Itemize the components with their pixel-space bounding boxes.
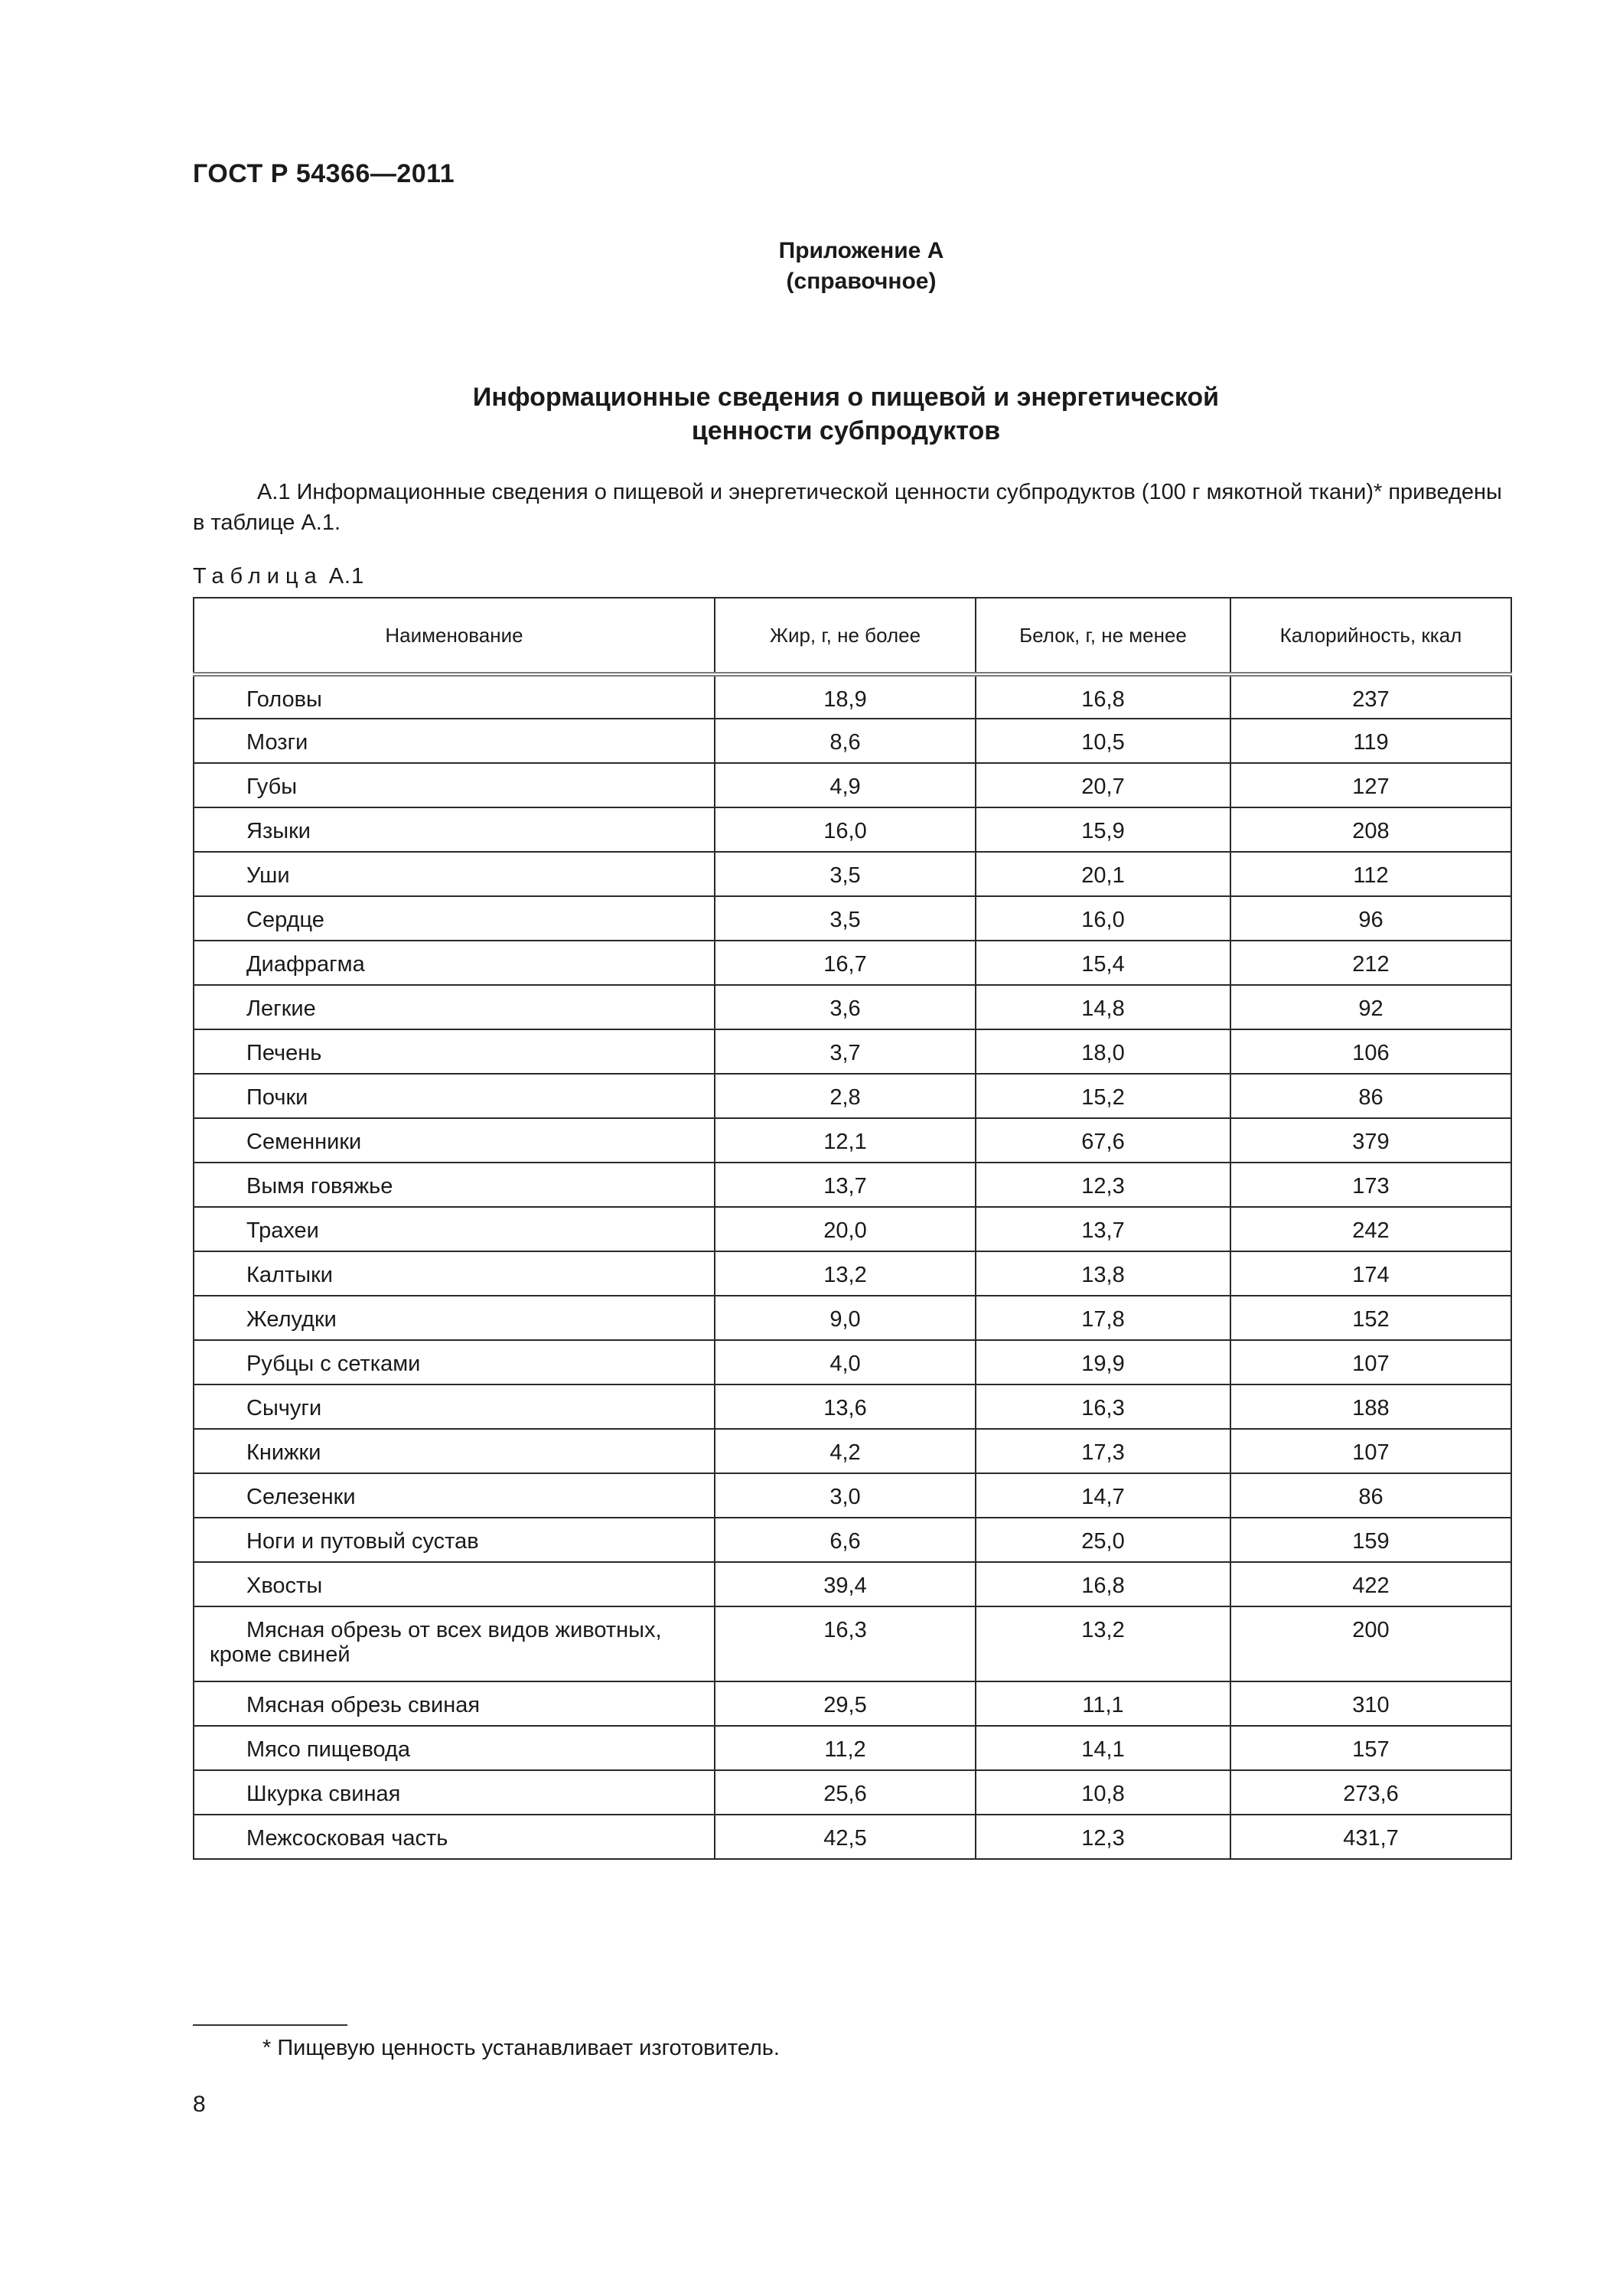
cell-calories: 112 (1230, 852, 1511, 896)
table-row (194, 985, 1511, 1029)
table-row (194, 1207, 1511, 1251)
cell-protein: 16,3 (976, 1384, 1230, 1429)
cell-name: Желудки (194, 1296, 715, 1340)
intro-paragraph: А.1 Информационные сведения о пищевой и энергетической ценности субпродуктов (100 г мякотной ткани)* приведены в таблице А.1. (193, 480, 1502, 535)
header-calories: Калорийность, ккал (1230, 598, 1511, 674)
cell-protein: 20,1 (976, 852, 1230, 896)
cell-calories: 242 (1230, 1207, 1511, 1251)
cell-protein: 14,7 (976, 1473, 1230, 1518)
cell-protein: 13,2 (976, 1606, 1230, 1681)
section-title-line-1: Информационные сведения о пищевой и энергетической (472, 383, 1220, 412)
cell-name: Семенники (194, 1118, 715, 1163)
cell-name: Почки (194, 1074, 715, 1118)
cell-name: Мясо пищевода (194, 1726, 715, 1770)
table-row (194, 763, 1511, 807)
page-number: 8 (193, 2092, 206, 2117)
cell-calories: 106 (1230, 1029, 1511, 1074)
footnote: * Пищевую ценность устанавливает изготовитель. (262, 2036, 780, 2060)
cell-protein: 10,5 (976, 719, 1230, 763)
cell-name: Диафрагма (194, 941, 715, 985)
table-caption (193, 564, 364, 589)
cell-calories: 92 (1230, 985, 1511, 1029)
cell-calories: 173 (1230, 1163, 1511, 1207)
cell-calories: 212 (1230, 941, 1511, 985)
cell-calories: 157 (1230, 1726, 1511, 1770)
cell-name: Печень (194, 1029, 715, 1074)
cell-fat: 8,6 (715, 719, 976, 763)
cell-name: Легкие (194, 985, 715, 1029)
cell-protein: 15,4 (976, 941, 1230, 985)
appendix-heading (0, 236, 1623, 297)
cell-protein: 14,8 (976, 985, 1230, 1029)
cell-name: Калтыки (194, 1251, 715, 1296)
cell-name: Ноги и путовый сустав (194, 1518, 715, 1562)
cell-protein: 17,3 (976, 1429, 1230, 1473)
header-protein: Белок, г, не менее (976, 598, 1230, 674)
table-row (194, 719, 1511, 763)
cell-calories: 379 (1230, 1118, 1511, 1163)
cell-protein: 14,1 (976, 1726, 1230, 1770)
table-row (194, 1770, 1511, 1815)
cell-protein: 12,3 (976, 1815, 1230, 1859)
cell-fat: 4,9 (715, 763, 976, 807)
table-row (194, 1815, 1511, 1859)
cell-protein: 15,9 (976, 807, 1230, 852)
cell-calories: 174 (1230, 1251, 1511, 1296)
cell-name: Языки (194, 807, 715, 852)
cell-protein: 10,8 (976, 1770, 1230, 1815)
appendix-subtitle: (справочное) (786, 269, 937, 294)
cell-fat: 16,7 (715, 941, 976, 985)
cell-name: Мясная обрезь свиная (194, 1681, 715, 1726)
cell-fat: 25,6 (715, 1770, 976, 1815)
cell-fat: 12,1 (715, 1118, 976, 1163)
cell-name: Трахеи (194, 1207, 715, 1251)
cell-fat: 13,2 (715, 1251, 976, 1296)
cell-calories: 152 (1230, 1296, 1511, 1340)
table-header-row (194, 598, 1511, 674)
table-row (194, 674, 1511, 719)
cell-fat: 2,8 (715, 1074, 976, 1118)
cell-fat: 4,0 (715, 1340, 976, 1384)
cell-fat: 11,2 (715, 1726, 976, 1770)
table-row (194, 1518, 1511, 1562)
cell-protein: 18,0 (976, 1029, 1230, 1074)
cell-fat: 20,0 (715, 1207, 976, 1251)
cell-fat: 13,7 (715, 1163, 976, 1207)
cell-name: Мозги (194, 719, 715, 763)
cell-name: Уши (194, 852, 715, 896)
cell-name: Вымя говяжье (194, 1163, 715, 1207)
cell-name: Головы (194, 674, 715, 719)
table-body (194, 674, 1511, 1859)
cell-calories: 159 (1230, 1518, 1511, 1562)
cell-fat: 39,4 (715, 1562, 976, 1606)
section-title-line-2: ценности субпродуктов (691, 416, 1001, 445)
cell-name: Хвосты (194, 1562, 715, 1606)
appendix-title: Приложение А (778, 238, 944, 263)
cell-calories: 237 (1230, 674, 1511, 719)
cell-protein: 16,8 (976, 1562, 1230, 1606)
cell-calories: 208 (1230, 807, 1511, 852)
cell-name: Рубцы с сетками (194, 1340, 715, 1384)
cell-name: Сычуги (194, 1384, 715, 1429)
cell-fat: 18,9 (715, 674, 976, 719)
table-row (194, 1251, 1511, 1296)
cell-protein: 15,2 (976, 1074, 1230, 1118)
cell-fat: 13,6 (715, 1384, 976, 1429)
table-row (194, 852, 1511, 896)
cell-fat: 9,0 (715, 1296, 976, 1340)
cell-name: Межсосковая часть (194, 1815, 715, 1859)
cell-calories: 96 (1230, 896, 1511, 941)
cell-fat: 3,0 (715, 1473, 976, 1518)
nutrition-table (193, 597, 1512, 1860)
cell-protein: 20,7 (976, 763, 1230, 807)
section-title (0, 380, 1623, 448)
table-row (194, 896, 1511, 941)
cell-protein: 11,1 (976, 1681, 1230, 1726)
cell-name: Губы (194, 763, 715, 807)
cell-calories: 188 (1230, 1384, 1511, 1429)
cell-calories: 200 (1230, 1606, 1511, 1681)
cell-fat: 16,0 (715, 807, 976, 852)
cell-protein: 25,0 (976, 1518, 1230, 1562)
table-row (194, 1726, 1511, 1770)
table-row (194, 941, 1511, 985)
cell-calories: 422 (1230, 1562, 1511, 1606)
table-row (194, 1562, 1511, 1606)
table-caption-number: А.1 (328, 564, 365, 589)
table-row (194, 1074, 1511, 1118)
cell-protein: 13,7 (976, 1207, 1230, 1251)
cell-calories: 107 (1230, 1429, 1511, 1473)
cell-protein: 13,8 (976, 1251, 1230, 1296)
cell-protein: 16,8 (976, 674, 1230, 719)
cell-fat: 16,3 (715, 1606, 976, 1681)
header-name: Наименование (194, 598, 715, 674)
cell-fat: 4,2 (715, 1429, 976, 1473)
cell-calories: 119 (1230, 719, 1511, 763)
cell-fat: 3,7 (715, 1029, 976, 1074)
table-row (194, 1384, 1511, 1429)
table-row (194, 1681, 1511, 1726)
table-row (194, 1118, 1511, 1163)
table-row (194, 807, 1511, 852)
cell-name: Селезенки (194, 1473, 715, 1518)
cell-fat: 3,5 (715, 852, 976, 896)
cell-name: Сердце (194, 896, 715, 941)
cell-calories: 127 (1230, 763, 1511, 807)
table-row (194, 1429, 1511, 1473)
cell-protein: 12,3 (976, 1163, 1230, 1207)
cell-calories: 431,7 (1230, 1815, 1511, 1859)
cell-name: Книжки (194, 1429, 715, 1473)
cell-protein: 67,6 (976, 1118, 1230, 1163)
header-fat: Жир, г, не более (715, 598, 976, 674)
cell-protein: 16,0 (976, 896, 1230, 941)
cell-calories: 273,6 (1230, 1770, 1511, 1815)
cell-protein: 17,8 (976, 1296, 1230, 1340)
footnote-divider (193, 2024, 347, 2026)
table-row (194, 1606, 1511, 1681)
table-row (194, 1296, 1511, 1340)
table-row (194, 1163, 1511, 1207)
cell-fat: 42,5 (715, 1815, 976, 1859)
table-row (194, 1029, 1511, 1074)
table-row (194, 1340, 1511, 1384)
cell-fat: 3,5 (715, 896, 976, 941)
cell-calories: 107 (1230, 1340, 1511, 1384)
table-caption-label: Таблица (193, 564, 323, 589)
table-row (194, 1473, 1511, 1518)
cell-name: Шкурка свиная (194, 1770, 715, 1815)
cell-calories: 86 (1230, 1473, 1511, 1518)
cell-fat: 29,5 (715, 1681, 976, 1726)
cell-calories: 86 (1230, 1074, 1511, 1118)
cell-calories: 310 (1230, 1681, 1511, 1726)
cell-name (194, 1606, 715, 1681)
cell-fat: 6,6 (715, 1518, 976, 1562)
cell-protein: 19,9 (976, 1340, 1230, 1384)
cell-name-line-1: Мясная обрезь от всех видов животных, (246, 1618, 662, 1642)
document-code: ГОСТ Р 54366—2011 (193, 159, 455, 188)
cell-fat: 3,6 (715, 985, 976, 1029)
cell-name-line-2: кроме свиней (210, 1642, 350, 1667)
